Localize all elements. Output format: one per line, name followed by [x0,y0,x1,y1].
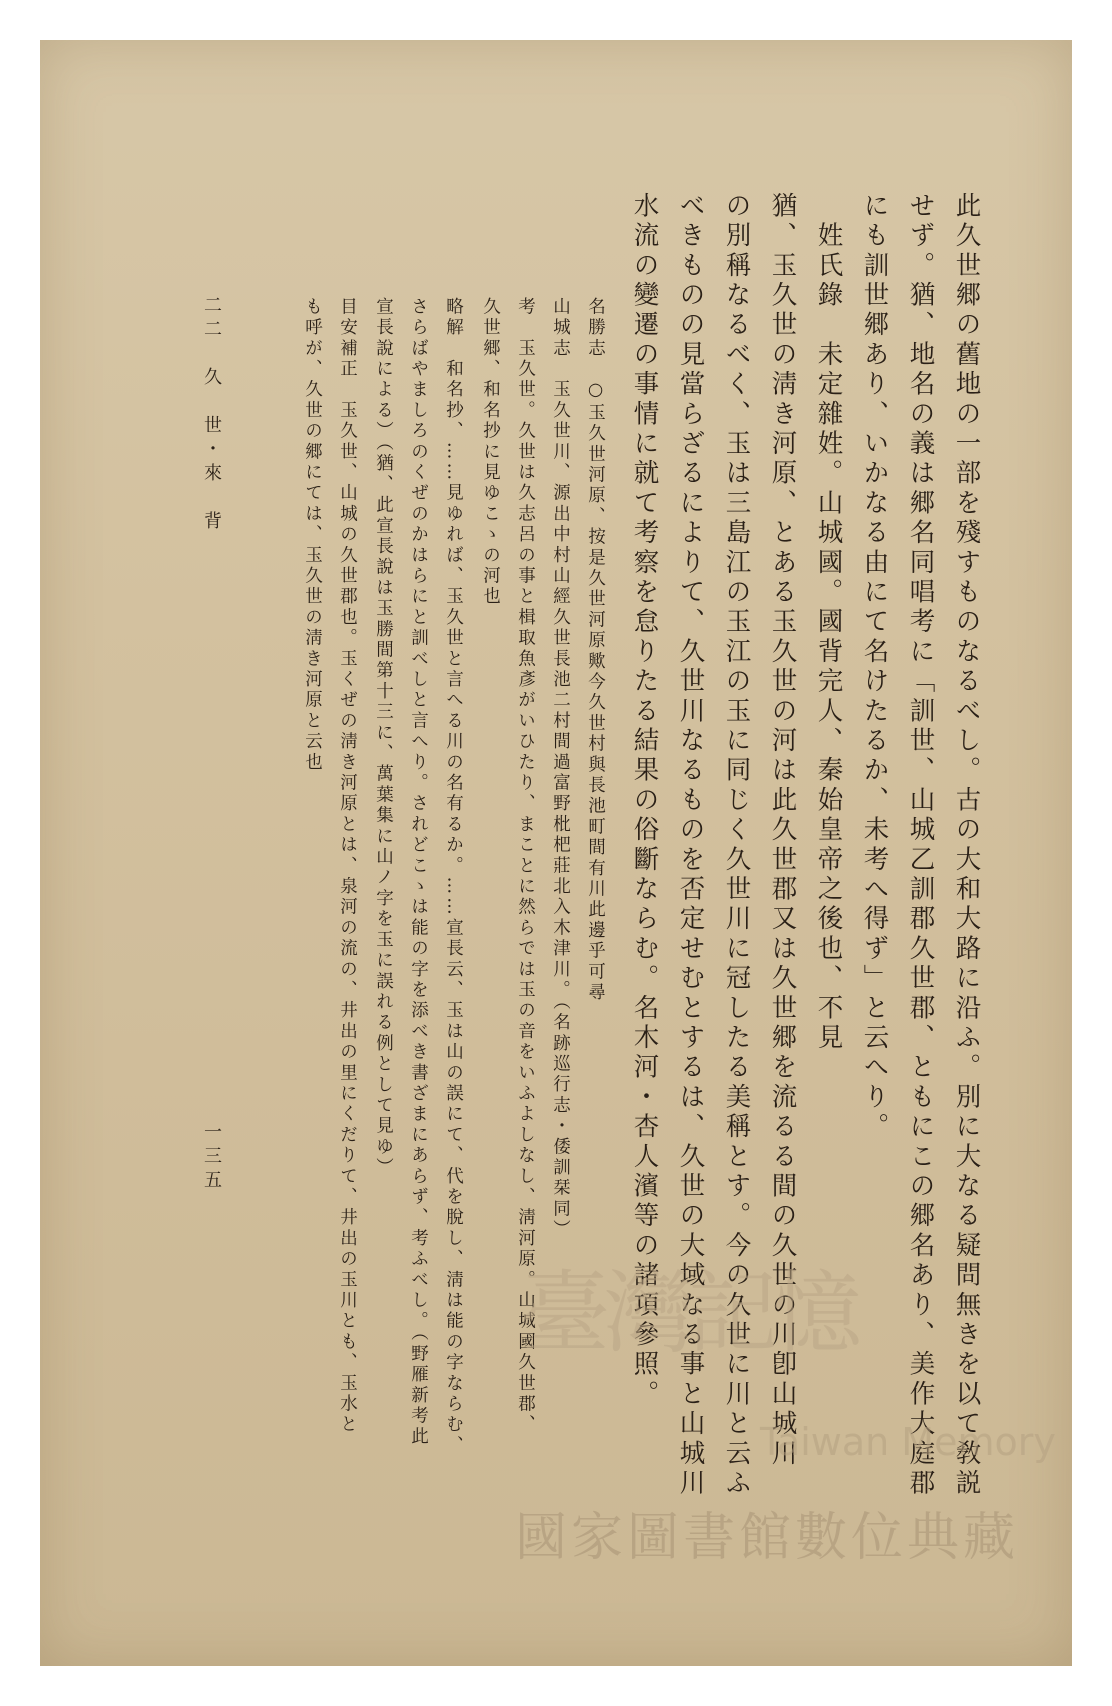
main-text-column: にも訓世郷あり、いかなる由にて名けたるか、未考へ得ず」と云へり。 [859,192,890,1143]
note-column: 山城志 玉久世川、源出中村山經久世長池二村間過富野枇杷莊北入木津川。（名跡巡行志・倭訓栞同） [550,297,571,1241]
main-text-column: 姓氏錄 未定雜姓。山城國。國背完人、秦始皇帝之後也、不見 [813,192,844,1054]
main-text-column: 水流の變遷の事情に就て考察を怠りたる結果の俗斷ならむ。名木河・杏人濱等の諸項參照。 [629,192,660,1410]
note-column: 宣長說による）（猶、此宣長說は玉勝間第十三に、萬葉集に山ノ字を玉に誤れる例として見ゆ） [373,297,394,1179]
note-column: 目安補正 玉久世、山城の久世郡也。玉くぜの淸き河原とは、泉河の流の、井出の里にくだりて、井出の玉川とも、玉水と [337,297,358,1436]
note-column: さらばやましろのくぜのかはらにと訓べしと言へり。されどこゝは能の字を添べき書ざまにあらず、考ふべし。（野雁新考此 [408,297,429,1448]
running-head: 二二 久 世・來 背 [201,295,222,535]
note-column: も呼が、久世の郷にては、玉久世の淸き河原と云也 [302,297,323,774]
main-text-column: せず。猶、地名の義は郷名同唱考に「訓世、山城乙訓郡久世郡、ともにこの郷名あり、美作大庭郡 [905,192,936,1499]
main-text-column: の別稱なるべく、玉は三島江の玉江の玉に同じく久世川に冠したる美稱とす。今の久世に川と云ふ [721,192,752,1499]
main-text-column: 此久世郷の舊地の一部を殘すものなるべし。古の大和大路に沿ふ。別に大なる疑問無きを以て敎説 [951,192,982,1499]
note-column: 略解 和名抄、……見ゆれば、玉久世と言へる川の名有るか。……宣長云、玉は山の誤にて、代を脫し、淸は能の字ならむ、 [443,297,464,1457]
main-text-column: べきものの見當らざるによりて、久世川なるものを否定せむとするは、久世の大域なる事と山城川 [675,192,706,1499]
watermark-seal: 臺灣記憶 [520,1261,856,1366]
watermark-english: Taiwan Memory [760,1420,1056,1464]
watermark-chinese: 國家圖書館數位典藏 [515,1508,1020,1568]
note-column: 久世郷、和名抄に見ゆこゝの河也 [480,297,501,608]
main-text-column: 猶、玉久世の淸き河原、とある玉久世の河は此久世郡又は久世郷を流るる間の久世の川卽山城川 [767,192,798,1470]
note-column: 考 玉久世。久世は久志呂の事と楫取魚彥がいひたり、まことに然らでは玉の音をいふよしなし、淸河原。山城國久世郡、 [515,297,536,1436]
note-column: 名勝志 ○玉久世河原、按是久世河原歟今久世村與長池町間有川此邊乎可尋 [585,297,606,1004]
page-number: 一三五 [201,1122,222,1194]
